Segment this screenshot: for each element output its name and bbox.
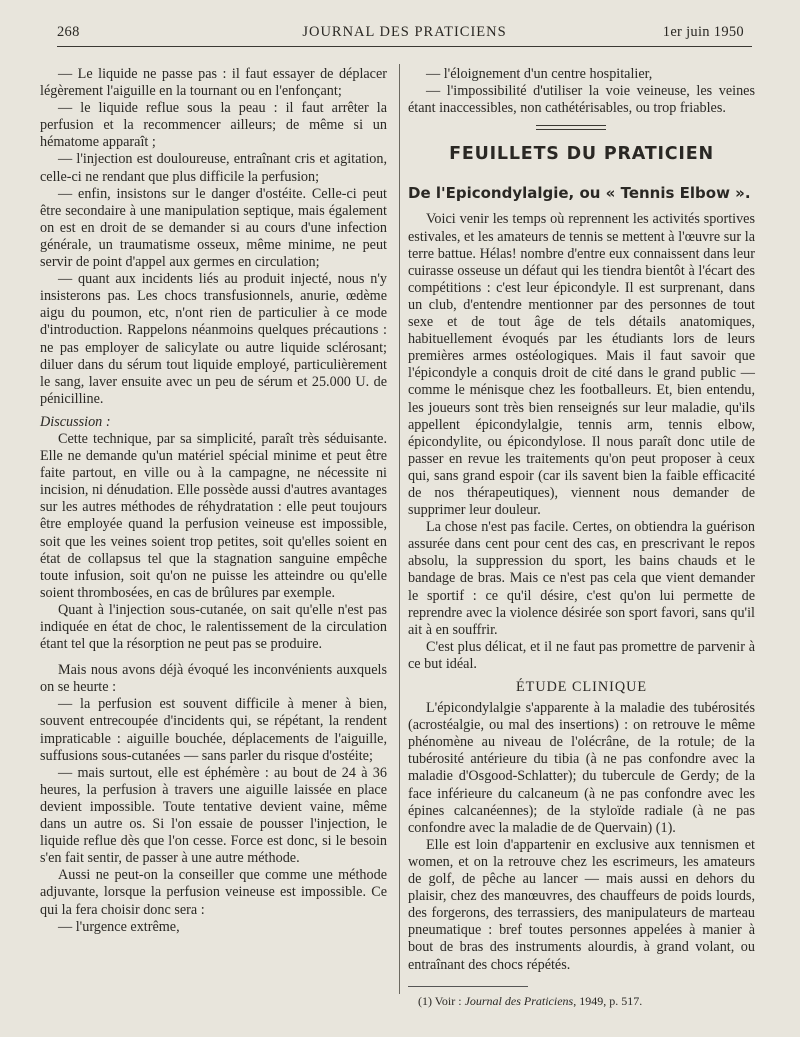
paragraph: Voici venir les temps où reprennent les activités sportives estivales, et les amateurs de tennis se mettent à l'œuvre sur la terre battue. Hélas! nombre d'entre eux connaissent dans leur cuirasse osseuse un défaut qui les tiendra bientôt à l'écart des compétitions : c'est leur épicondyle. Il est surprenant, dans un club, d'entendre mentionner par des personnes de tout sexe et de tout âge de tels détails anatomiques, habituellement évoqués par les étudiants lors de leurs premières armes ostéologiques. Mais il faut savoir que l'épicondyle a conquis droit de cité dans le grand public — comme le ménisque chez les footballeurs. Et, bien entendu, les joueurs sont très bien renseignés sur leur maladie, qu'ils appellent épicondylalgie, tennis arm, tennis elbow, épicondylite, ou épicondylose. Il nous paraît donc utile de passer en revue les traitements qu'on peut proposer à ceux qui, sans grand espoir (car ils savent bien la faible efficacité de nos thérapeutiques), viennent nous demander de supprimer leur douleur. <box>408 211 755 519</box>
paragraph: La chose n'est pas facile. Certes, on obtiendra la guérison assurée dans cent pour cent des cas, en prescrivant le repos absolu, la suppression du sport, les bains chauds et le bandage de bras. Mais ce n'est pas cela que vient demander le sportif : ce qu'il désire, c'est qu'on lui permette de reprendre avec la violence désirée son sport favori, sans qu'il ait à en souffrir. <box>408 519 755 638</box>
footnote <box>418 993 755 1010</box>
page-number: 268 <box>57 24 80 40</box>
column-divider <box>399 64 400 994</box>
paragraph: Elle est loin d'appartenir en exclusive aux tennismen et women, et on la retrouve chez les escrimeurs, les amateurs de golf, de pêche au lancer — mais aussi en dehors du plaisir, chez des manœuvres, des chauffeurs de poids lourds, des forgerons, des terrassiers, des manipulateurs de marteau pneumatique : bref toutes personnes appelées à manier à bout de bras des instruments alourdis, à grand volant, ou entraînant des chocs répétés. <box>408 836 755 973</box>
footnote-prefix: (1) Voir : <box>418 993 465 1008</box>
section-rule <box>536 125 606 130</box>
issue-date: 1er juin 1950 <box>662 24 744 40</box>
section-heading: FEUILLETS DU PRATICIEN <box>449 144 714 165</box>
paragraph: — quant aux incidents liés au produit injecté, nous n'y insisterons pas. Les chocs transfusionnels, anurie, œdème aigu du poumon, etc, n'ont rien de particulier à ce mode d'introduction. Rappelons néanmoins quelques précautions : ne pas employer de salicylate ou autre liquide sclérosant; diluer dans du sérum tout liquide employé, particulièrement le sang, laver ensuite avec un peu de sérum et 25.000 U. de pénicilline. <box>40 271 387 407</box>
clinical-heading: ÉTUDE CLINIQUE <box>515 679 648 695</box>
paragraph: Aussi ne peut-on la conseiller que comme une méthode adjuvante, lorsque la perfusion veineuse est impossible. Ce qui la fera choisir donc sera : <box>40 867 387 918</box>
paragraph: — la perfusion est souvent difficile à mener à bien, souvent entrecoupée d'incidents qui, se répétant, la rendent impraticable : aiguille bouchée, déplacements de l'aiguille, suffusions sous-cutanées — sans parler du risque d'ostéite; <box>40 696 387 764</box>
paragraph: — enfin, insistons sur le danger d'ostéite. Celle-ci peut être secondaire à une manipulation septique, mais également on est en droit de se demander si au cours d'une infection générale, un traumatisme osseux, même minime, ne peut servir de point d'appel aux germes en circulation; <box>40 185 387 271</box>
footnote-rule <box>408 986 528 987</box>
right-column <box>408 66 755 1010</box>
paragraph: — mais surtout, elle est éphémère : au bout de 24 à 36 heures, la perfusion à travers une aiguille laissée en place devient impossible. Toute tentative devient vaine, même dans un autre os. Si l'on essaie de pousser l'injection, le liquide reflue dès que l'on cesse. Force est donc, si le besoin s'en fait sentir, de passer à une autre méthode. <box>40 764 387 867</box>
paragraph: — l'injection est douloureuse, entraînant cris et agitation, celle-ci ne rendant que plus difficile la perfusion; <box>40 151 387 185</box>
paragraph: — Le liquide ne passe pas : il faut essayer de déplacer légèrement l'aiguille en la tournant ou en l'enfonçant; <box>40 66 387 100</box>
left-column <box>40 66 387 936</box>
paragraph: Cette technique, par sa simplicité, paraît très séduisante. Elle ne demande qu'un matériel spécial minime et peut être faite partout, en ville ou à la campagne, ne nécessite ni incision, ni dénudation. Elle possède aussi d'autres avantages sur les autres méthodes de réhydratation : elle peut toujours être employée quand la perfusion veineuse est impossible, soit que les veines soient trop petites, soit qu'elles soient en état de collapsus tel que la stagnation sanguine empêche toute infusion, soit qu'on ne puisse les atteindre ou qu'elle soient thrombosées, en cas de brûlures par exemple. <box>40 430 387 601</box>
journal-title: JOURNAL DES PRATICIENS <box>302 24 507 40</box>
paragraph: Mais nous avons déjà évoqué les inconvénients auxquels on se heurte : <box>40 662 387 696</box>
article-title: De l'Epicondylalgie, ou « Tennis Elbow ». <box>408 184 751 203</box>
discussion-heading: Discussion : <box>40 413 111 430</box>
paragraph: L'épicondylalgie s'apparente à la maladie des tubérosités (acrostéalgie, ou mal des insertions) : on retrouve le même phénomène au niveau de l'olécrâne, de la rotule; de la tubérosité antérieure du tibia (à ne pas confondre avec la maladie d'Osgood-Schlatter); du tubercule de Gerdy; de la face inférieure du calcaneum (à ne pas confondre avec les épines calcanéennes); de la styloïde radiale (à ne pas confondre avec la maladie de de Quervain) (1). <box>408 700 755 836</box>
paragraph: — l'urgence extrême, <box>58 918 180 935</box>
footnote-journal: Journal des Praticiens <box>464 993 574 1008</box>
footnote-suffix: , 1949, p. 517. <box>573 993 643 1008</box>
paragraph: C'est plus délicat, et il ne faut pas promettre de parvenir à ce but idéal. <box>408 638 755 672</box>
paragraph: Quant à l'injection sous-cutanée, on sait qu'elle n'est pas indiquée en état de choc, le ralentissement de la circulation étant tel que la résorption ne peut pas se produire. <box>40 601 387 653</box>
paragraph: — le liquide reflue sous la peau : il faut arrêter la perfusion et la recommencer ailleurs; de même si un hématome apparaît ; <box>40 100 387 151</box>
page-header <box>57 22 752 47</box>
paragraph: — l'éloignement d'un centre hospitalier, <box>426 66 653 82</box>
paragraph: — l'impossibilité d'utiliser la voie veineuse, les veines étant inaccessibles, non cathétérisables, ou trop friables. <box>408 83 755 117</box>
